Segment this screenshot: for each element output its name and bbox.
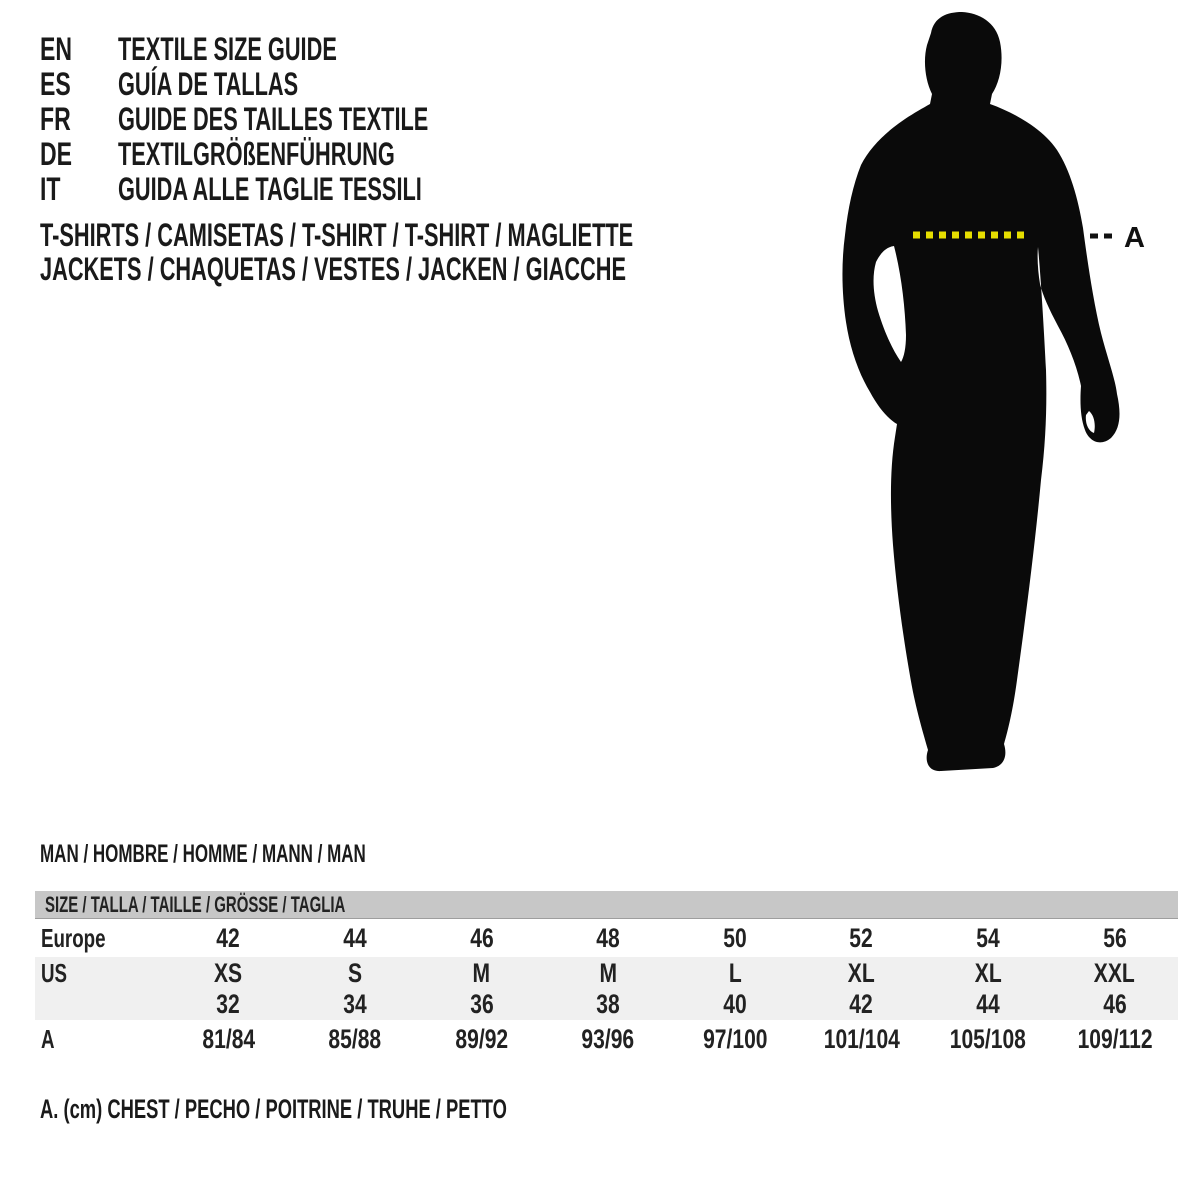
table-cell: 81/84	[201, 1023, 255, 1054]
product-categories	[40, 218, 912, 286]
table-cell: 44	[976, 989, 1000, 1019]
list-item	[40, 32, 574, 67]
language-list	[40, 32, 574, 207]
table-cell: 50	[723, 922, 747, 953]
table-cell: 54	[976, 922, 1000, 953]
row-label: US	[41, 957, 68, 988]
table-row-us	[35, 957, 1178, 989]
table-cell: XXL	[1094, 957, 1136, 988]
man-silhouette-figure	[820, 0, 1160, 800]
language-title: TEXTILE SIZE GUIDE	[118, 31, 337, 67]
language-code: FR	[40, 101, 71, 137]
table-cell: 48	[596, 922, 620, 953]
language-title: GUIDE DES TAILLES TEXTILE	[118, 101, 429, 137]
table-cell: 32	[216, 989, 241, 1019]
table-cell: 46	[1102, 989, 1127, 1019]
measurement-footnote: A. (cm) CHEST / PECHO / POITRINE / TRUHE / PETTO	[40, 1093, 507, 1124]
table-cell: 38	[596, 989, 620, 1019]
table-cell: 44	[343, 922, 367, 953]
table-cell: 36	[469, 989, 494, 1019]
man-silhouette	[842, 12, 1119, 771]
table-cell: 101/104	[823, 1023, 900, 1054]
table-cell: M	[472, 957, 491, 988]
table-cell: 56	[1102, 922, 1127, 953]
language-title: TEXTILGRÖßENFÜHRUNG	[118, 136, 395, 172]
section-title-man: MAN / HOMBRE / HOMME / MANN / MAN	[40, 839, 366, 868]
list-item	[40, 102, 574, 137]
table-cell: 42	[216, 922, 241, 953]
language-code: EN	[40, 31, 73, 67]
table-row-us-numeric	[35, 989, 1178, 1020]
size-table	[35, 891, 1178, 1058]
row-label: Europe	[41, 922, 106, 953]
table-cell: 89/92	[455, 1023, 508, 1054]
measure-label-a: A	[1124, 222, 1145, 254]
table-cell: M	[599, 957, 617, 988]
table-cell: XL	[974, 957, 1002, 988]
table-cell: 40	[723, 989, 747, 1019]
product-line-jackets: JACKETS / CHAQUETAS / VESTES / JACKEN / GIACCHE	[40, 250, 626, 287]
table-cell: 42	[849, 989, 874, 1019]
table-cell: 34	[343, 989, 367, 1019]
table-row-europe	[35, 919, 1178, 957]
language-code: IT	[40, 171, 61, 207]
row-label: A	[41, 1023, 55, 1054]
list-item	[40, 67, 574, 102]
product-line-tshirts: T-SHIRTS / CAMISETAS / T-SHIRT / T-SHIRT / MAGLIETTE	[40, 216, 634, 253]
table-cell: 109/112	[1077, 1023, 1153, 1054]
list-item	[40, 172, 574, 207]
table-row-chest	[35, 1020, 1178, 1058]
table-cell: XS	[214, 957, 243, 988]
list-item	[40, 137, 574, 172]
table-cell: XL	[847, 957, 875, 988]
language-code: DE	[40, 136, 73, 172]
table-cell: 46	[469, 922, 494, 953]
table-cell: 97/100	[702, 1023, 768, 1054]
language-title: GUÍA DE TALLAS	[118, 66, 299, 102]
language-title: GUIDA ALLE TAGLIE TESSILI	[118, 171, 422, 207]
language-code: ES	[40, 66, 71, 102]
size-table-header: SIZE / TALLA / TAILLE / GRÖSSE / TAGLIA	[45, 891, 346, 917]
table-cell: S	[347, 957, 362, 988]
table-cell: 85/88	[328, 1023, 382, 1054]
table-cell: L	[728, 957, 742, 988]
table-cell: 105/108	[949, 1023, 1027, 1054]
table-cell: 93/96	[581, 1023, 635, 1054]
table-cell: 52	[849, 922, 874, 953]
